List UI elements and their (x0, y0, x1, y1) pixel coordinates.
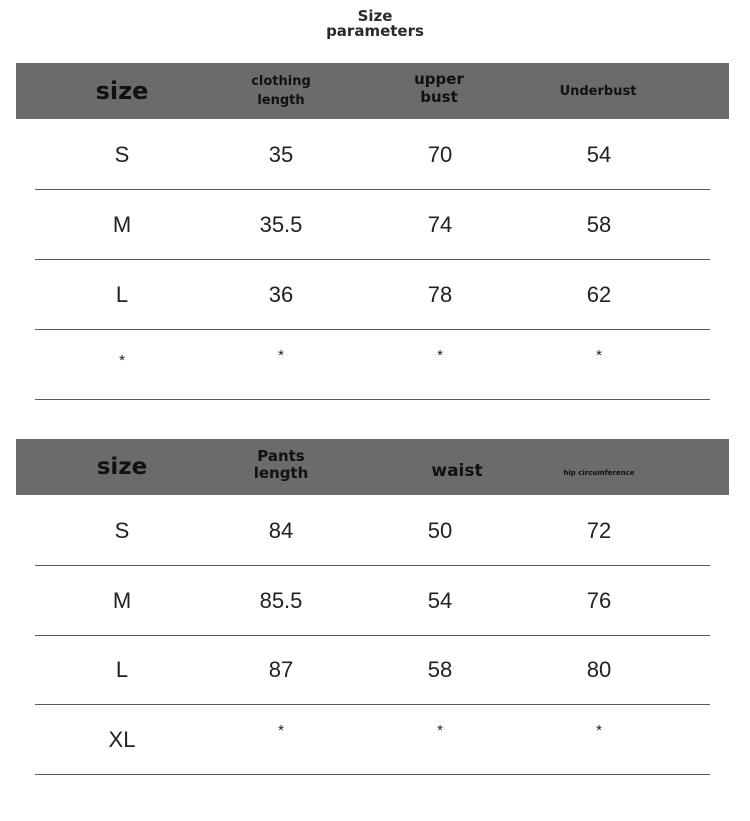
table-row (0, 190, 750, 260)
cell-size: S (114, 142, 130, 167)
cell-size: M (112, 588, 132, 613)
cell-hip-circumference: 72 (586, 518, 612, 543)
cell-clothing-length: 35 (268, 142, 294, 167)
cell-pants-length: 87 (268, 657, 294, 682)
header-upper-bust-line1: upper (414, 70, 464, 88)
header-underbust: Underbust (559, 83, 637, 99)
header-waist: waist (431, 461, 483, 481)
cell-hip-circumference: * (596, 722, 602, 739)
cell-underbust: 54 (586, 142, 612, 167)
title-line-2: parameters (326, 22, 424, 40)
cell-size: * (119, 352, 125, 369)
row-divider (35, 399, 710, 400)
cell-size: M (112, 212, 132, 237)
cell-upper-bust: 78 (427, 282, 453, 307)
title-line-1: Size (357, 7, 393, 25)
header-pants-length-line2: length (253, 464, 309, 482)
table-row (0, 330, 750, 400)
cell-underbust: 62 (586, 282, 612, 307)
cell-underbust: 58 (586, 212, 612, 237)
table-row (0, 260, 750, 330)
cell-waist: 50 (427, 518, 453, 543)
cell-clothing-length: 35.5 (259, 212, 303, 237)
header-hip-circumference: hip circumference (563, 469, 635, 477)
cell-size: XL (108, 727, 136, 752)
table-row (0, 496, 750, 566)
header-clothing-length-line1: clothing (251, 74, 311, 89)
header-size: size (96, 454, 148, 480)
cell-hip-circumference: 76 (586, 588, 612, 613)
cell-hip-circumference: 80 (586, 657, 612, 682)
cell-waist: 58 (427, 657, 453, 682)
cell-size: L (115, 282, 129, 307)
cell-clothing-length: 36 (268, 282, 294, 307)
header-upper-bust (379, 63, 499, 119)
header-pants-length (221, 439, 341, 495)
table-row (0, 705, 750, 775)
cell-upper-bust: 70 (427, 142, 453, 167)
header-pants-length-line1: Pants (257, 447, 305, 465)
cell-upper-bust: 74 (427, 212, 453, 237)
header-size: size (95, 77, 149, 105)
cell-upper-bust: * (437, 347, 443, 364)
page-title (0, 9, 750, 39)
cell-waist: 54 (427, 588, 453, 613)
top-table-header (16, 63, 729, 119)
cell-pants-length: * (278, 722, 284, 739)
cell-pants-length: 84 (268, 518, 294, 543)
cell-size: L (115, 657, 129, 682)
header-upper-bust-line2: bust (420, 88, 458, 106)
table-row (0, 566, 750, 636)
header-clothing-length (221, 63, 341, 119)
cell-waist: * (437, 722, 443, 739)
row-divider (35, 774, 710, 775)
cell-size: S (114, 518, 130, 543)
header-clothing-length-line2: length (257, 93, 305, 108)
cell-pants-length: 85.5 (259, 588, 303, 613)
table-row (0, 120, 750, 190)
cell-underbust: * (596, 347, 602, 364)
bottom-table-header (16, 439, 729, 495)
cell-clothing-length: * (278, 347, 284, 364)
table-row (0, 635, 750, 705)
